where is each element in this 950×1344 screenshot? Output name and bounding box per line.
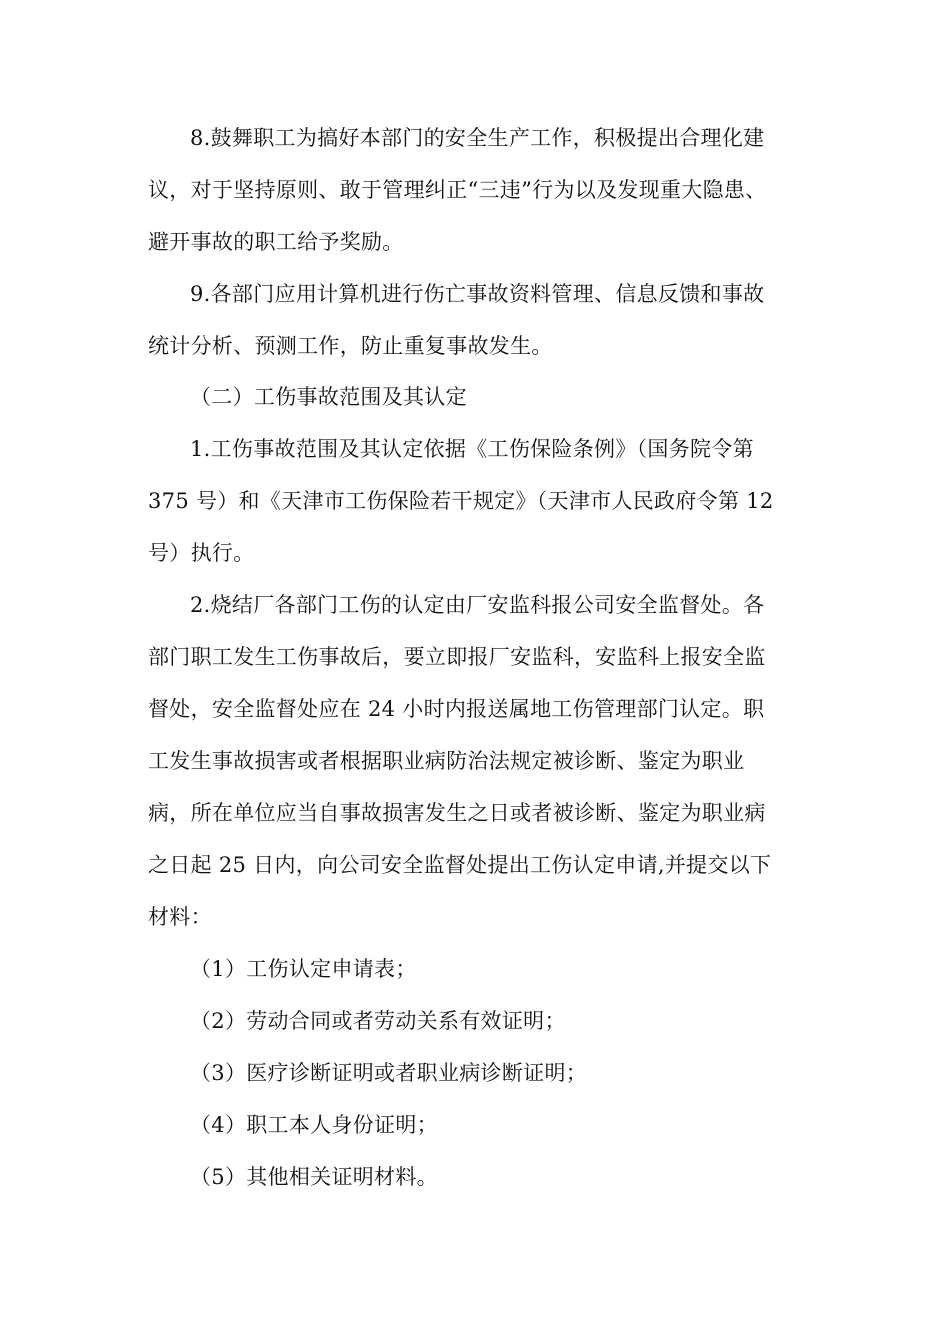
- item-2-line-7: 材料：: [148, 905, 212, 929]
- item-2-line-4: 工发生事故损害或者根据职业病防治法规定被诊断、鉴定为职业: [148, 749, 745, 773]
- paragraph-9-line-1: 9.各部门应用计算机进行伤亡事故资料管理、信息反馈和事故: [190, 282, 765, 306]
- material-item-1: （1）工伤认定申请表；: [190, 957, 417, 981]
- item-1-line-2: 375 号）和《天津市工伤保险若干规定》（天津市人民政府令第 12: [148, 489, 774, 513]
- item-2-line-6: 之日起 25 日内，向公司安全监督处提出工伤认定申请,并提交以下: [148, 853, 772, 877]
- material-item-4: （4）职工本人身份证明；: [190, 1113, 438, 1137]
- paragraph-8-line-2: 议，对于坚持原则、敢于管理纠正“三违”行为以及发现重大隐患、: [148, 178, 767, 202]
- material-item-5: （5）其他相关证明材料。: [190, 1165, 438, 1189]
- item-2-line-5: 病，所在单位应当自事故损害发生之日或者被诊断、鉴定为职业病: [148, 801, 766, 825]
- item-2-line-1: 2.烧结厂各部门工伤的认定由厂安监科报公司安全监督处。各: [190, 593, 765, 617]
- section-heading: （二）工伤事故范围及其认定: [190, 385, 467, 409]
- item-1-line-1: 1.工伤事故范围及其认定依据《工伤保险条例》（国务院令第: [190, 437, 754, 461]
- material-item-3: （3）医疗诊断证明或者职业病诊断证明；: [190, 1061, 588, 1085]
- material-item-2: （2）劳动合同或者劳动关系有效证明；: [190, 1009, 566, 1033]
- paragraph-8-line-3: 避开事故的职工给予奖励。: [148, 230, 404, 254]
- item-2-line-2: 部门职工发生工伤事故后，要立即报厂安监科，安监科上报安全监: [148, 645, 766, 669]
- item-2-line-3: 督处，安全监督处应在 24 小时内报送属地工伤管理部门认定。职: [148, 697, 765, 721]
- paragraph-8-line-1: 8.鼓舞职工为搞好本部门的安全生产工作，积极提出合理化建: [190, 126, 765, 150]
- item-1-line-3: 号）执行。: [148, 541, 255, 565]
- paragraph-9-line-2: 统计分析、预测工作，防止重复事故发生。: [148, 334, 553, 358]
